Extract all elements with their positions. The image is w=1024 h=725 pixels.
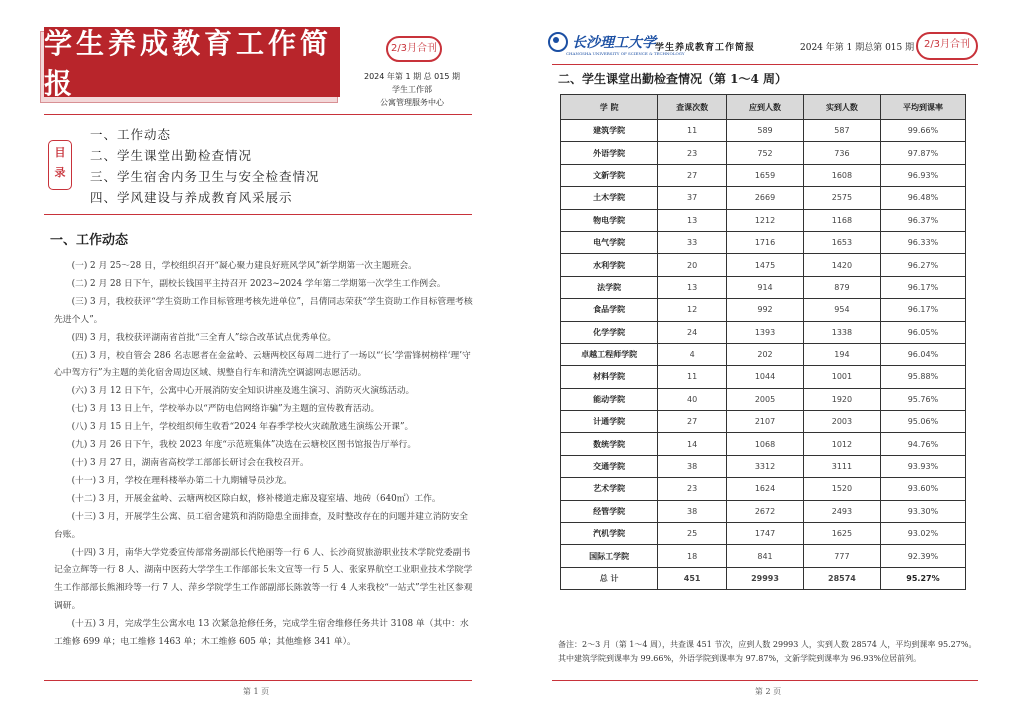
work-news-body <box>54 258 474 652</box>
college-name-cell: 数统学院 <box>561 433 658 455</box>
college-name-cell: 经管学院 <box>561 500 658 522</box>
table-cell: 1001 <box>803 366 880 388</box>
news-paragraph: (十二) 3 月，开展金盆岭、云塘两校区除白蚁，修补楼道走廊及寝室墙、地砖（640㎡）工作。 <box>71 493 441 504</box>
table-cell: 2003 <box>803 411 880 433</box>
table-cell: 1625 <box>803 523 880 545</box>
table-cell: 1068 <box>727 433 804 455</box>
university-name: 长沙理工大学 <box>572 35 656 51</box>
issue-info <box>356 70 468 109</box>
table-row <box>561 500 966 522</box>
table-cell: 33 <box>658 231 727 253</box>
column-header: 应到人数 <box>727 95 804 120</box>
college-name-cell: 法学院 <box>561 276 658 298</box>
table-row <box>561 254 966 276</box>
table-cell: 40 <box>658 388 727 410</box>
table-cell: 3111 <box>803 455 880 477</box>
table-cell: 202 <box>727 343 804 365</box>
news-paragraph: (四) 3 月，我校获评湖南省首批“三全育人”综合改革试点优秀单位。 <box>71 332 337 343</box>
news-paragraph: (五) 3 月，校自管会 286 名志愿者在金盆岭、云塘两校区每周二进行了一场以“‘长’学雷锋树榜样‘理’守心中驾方行”为主题的美化宿舍周边区域、规整自行车和清洗空调滤网志愿活动。 <box>54 350 471 379</box>
table-header-row <box>561 95 966 120</box>
table-cell: 14 <box>658 433 727 455</box>
table-cell: 1747 <box>727 523 804 545</box>
toc-item[interactable]: 一、工作动态 <box>90 127 172 142</box>
publisher-2: 公寓管理服务中心 <box>380 98 444 107</box>
note-line-1: 备注：2～3 月（第 1～4 周），共查课 451 节次，应到人数 29993 人，实到人数 28574 人，平均到课率 95.27%。 <box>558 640 977 649</box>
college-name-cell: 食品学院 <box>561 299 658 321</box>
table-cell: 23 <box>658 478 727 500</box>
table-row <box>561 433 966 455</box>
table-cell: 23 <box>658 142 727 164</box>
table-cell: 992 <box>727 299 804 321</box>
column-header: 学 院 <box>561 95 658 120</box>
college-name-cell: 计通学院 <box>561 411 658 433</box>
page-number: 第 1 页 <box>242 687 270 696</box>
university-logo <box>548 32 656 52</box>
table-row <box>561 187 966 209</box>
table-cell: 37 <box>658 187 727 209</box>
college-name-cell: 文新学院 <box>561 164 658 186</box>
news-paragraph: (三) 3 月，我校获评“学生资助工作目标管理考核先进单位”，吕倩同志荣获“学生资助工作目标管理考核先进个人”。 <box>54 296 473 325</box>
table-total-row <box>561 567 966 589</box>
college-name-cell: 外语学院 <box>561 142 658 164</box>
college-name-cell: 电气学院 <box>561 231 658 253</box>
table-cell: 736 <box>803 142 880 164</box>
college-name-cell: 艺术学院 <box>561 478 658 500</box>
table-row <box>561 120 966 142</box>
table-cell: 96.48% <box>880 187 965 209</box>
news-paragraph: (十四) 3 月，南华大学党委宣传部常务副部长代艳丽等一行 6 人、长沙商贸旅游职业技术学院党委副书记金立辉等一行 8 人、湖南中医药大学学生工作部部长朱文宣等一行 5 人、张家界航空工业职业技术学院学生工作部部长熊湘玲等一行 7 人、萍乡学院学生工作部副部长陈敦等一行 4 人来我校“一站式”学生社区参观调研。 <box>54 547 473 612</box>
toc-item[interactable]: 二、学生课堂出勤检查情况 <box>90 148 253 163</box>
news-paragraph: (十一) 3 月，学校在理科楼举办第二十九期辅导员沙龙。 <box>71 475 292 486</box>
table-row <box>561 299 966 321</box>
table-row <box>561 523 966 545</box>
header-divider <box>44 114 472 115</box>
table-cell: 1653 <box>803 231 880 253</box>
table-cell: 1608 <box>803 164 880 186</box>
table-cell: 38 <box>658 455 727 477</box>
toc-label-char: 目 <box>54 146 66 159</box>
table-cell: 954 <box>803 299 880 321</box>
issue-badge: 2/3月合刊 <box>386 36 442 62</box>
total-cell: 28574 <box>803 567 880 589</box>
table-cell: 1044 <box>727 366 804 388</box>
college-name-cell: 水利学院 <box>561 254 658 276</box>
table-cell: 841 <box>727 545 804 567</box>
table-cell: 1212 <box>727 209 804 231</box>
table-cell: 95.88% <box>880 366 965 388</box>
table-cell: 879 <box>803 276 880 298</box>
table-cell: 2005 <box>727 388 804 410</box>
total-cell: 95.27% <box>880 567 965 589</box>
running-header-issue: 2024 年第 1 期总第 015 期 <box>800 43 915 53</box>
newsletter-title-banner: 学生养成教育工作简报 <box>44 27 340 97</box>
table-cell: 1012 <box>803 433 880 455</box>
toc-item[interactable]: 三、学生宿舍内务卫生与安全检查情况 <box>90 169 320 184</box>
table-cell: 752 <box>727 142 804 164</box>
news-paragraph: (七) 3 月 13 日上午，学校举办以“严防电信网络诈骗”为主题的宣传教育活动。 <box>71 404 380 415</box>
news-paragraph: (十五) 3 月，完成学生公寓水电 13 次紧急抢修任务，完成学生宿舍维修任务共计 3108 单（其中：水工维修 699 单；电工维修 1463 单；木工维修 605 单；其他维修 341 单）。 <box>54 619 469 648</box>
college-name-cell: 物电学院 <box>561 209 658 231</box>
college-name-cell: 国际工学院 <box>561 545 658 567</box>
table-cell: 97.87% <box>880 142 965 164</box>
table-row <box>561 164 966 186</box>
table-row <box>561 366 966 388</box>
table-cell: 1520 <box>803 478 880 500</box>
toc-label <box>48 140 72 190</box>
table-cell: 11 <box>658 366 727 388</box>
table-cell: 2575 <box>803 187 880 209</box>
table-row <box>561 209 966 231</box>
note-line-2: 其中建筑学院到课率为 99.66%，外语学院到课率为 97.87%，文新学院到课率为 96.93%位居前列。 <box>558 654 922 663</box>
issue-line: 2024 年第 1 期 总 015 期 <box>364 72 460 81</box>
table-cell: 93.02% <box>880 523 965 545</box>
attendance-table <box>560 94 966 590</box>
toc-divider <box>44 214 472 215</box>
table-cell: 20 <box>658 254 727 276</box>
college-name-cell: 能动学院 <box>561 388 658 410</box>
table-row <box>561 545 966 567</box>
table-cell: 38 <box>658 500 727 522</box>
toc-item[interactable]: 四、学风建设与养成教育风采展示 <box>90 190 293 205</box>
table-cell: 1920 <box>803 388 880 410</box>
news-paragraph: (一) 2 月 25～28 日，学校组织召开“凝心聚力建良好班风学风”新学期第一次主题班会。 <box>71 261 417 271</box>
table-cell: 92.39% <box>880 545 965 567</box>
table-cell: 1393 <box>727 321 804 343</box>
table-row <box>561 276 966 298</box>
college-name-cell: 化学学院 <box>561 321 658 343</box>
table-cell: 96.17% <box>880 276 965 298</box>
table-cell: 12 <box>658 299 727 321</box>
college-name-cell: 建筑学院 <box>561 120 658 142</box>
issue-badge: 2/3月合刊 <box>916 32 978 60</box>
header-divider <box>552 64 978 65</box>
table-cell: 777 <box>803 545 880 567</box>
table-cell: 194 <box>803 343 880 365</box>
college-name-cell: 卓越工程师学院 <box>561 343 658 365</box>
footer-divider <box>44 680 472 681</box>
column-header: 平均到课率 <box>880 95 965 120</box>
table-of-contents <box>90 124 320 208</box>
table-cell: 1475 <box>727 254 804 276</box>
total-cell: 29993 <box>727 567 804 589</box>
table-cell: 3312 <box>727 455 804 477</box>
page-number: 第 2 页 <box>754 687 782 696</box>
table-cell: 93.93% <box>880 455 965 477</box>
table-row <box>561 321 966 343</box>
university-english-name: CHANGSHA UNIVERSITY OF SCIENCE & TECHNOLOGY <box>566 51 685 56</box>
college-name-cell: 汽机学院 <box>561 523 658 545</box>
news-paragraph: (十) 3 月 27 日，湖南省高校学工部部长研讨会在我校召开。 <box>71 457 309 468</box>
table-cell: 13 <box>658 276 727 298</box>
table-row <box>561 142 966 164</box>
table-cell: 94.76% <box>880 433 965 455</box>
table-cell: 27 <box>658 164 727 186</box>
table-cell: 96.27% <box>880 254 965 276</box>
table-cell: 96.05% <box>880 321 965 343</box>
toc-label-char: 录 <box>54 166 66 179</box>
table-row <box>561 478 966 500</box>
university-emblem-icon <box>548 32 568 52</box>
news-paragraph: (八) 3 月 15 日上午，学校组织师生收看“2024 年春季学校火灾疏散逃生演练公开课”。 <box>71 422 414 433</box>
table-cell: 18 <box>658 545 727 567</box>
table-cell: 96.17% <box>880 299 965 321</box>
table-cell: 914 <box>727 276 804 298</box>
news-paragraph: (十三) 3 月，开展学生公寓、员工宿舍建筑和消防隐患全面排查，及时整改存在的问题并建立消防安全台账。 <box>54 511 468 540</box>
table-cell: 587 <box>803 120 880 142</box>
table-cell: 93.60% <box>880 478 965 500</box>
news-paragraph: (九) 3 月 26 日下午，我校 2023 年度“示范班集体”决选在云塘校区图书馆报告厅举行。 <box>71 440 417 451</box>
table-cell: 99.66% <box>880 120 965 142</box>
publisher-1: 学生工作部 <box>392 85 432 94</box>
college-name-cell: 土木学院 <box>561 187 658 209</box>
table-row <box>561 231 966 253</box>
table-cell: 1624 <box>727 478 804 500</box>
total-cell: 总 计 <box>561 567 658 589</box>
table-row <box>561 455 966 477</box>
section-title: 二、学生课堂出勤检查情况（第 1～4 周） <box>558 72 788 86</box>
table-cell: 2493 <box>803 500 880 522</box>
table-cell: 95.06% <box>880 411 965 433</box>
table-cell: 96.93% <box>880 164 965 186</box>
table-cell: 25 <box>658 523 727 545</box>
table-row <box>561 388 966 410</box>
table-cell: 24 <box>658 321 727 343</box>
table-note <box>558 638 978 666</box>
table-row <box>561 411 966 433</box>
table-cell: 95.76% <box>880 388 965 410</box>
total-cell: 451 <box>658 567 727 589</box>
footer-divider <box>552 680 978 681</box>
college-name-cell: 材料学院 <box>561 366 658 388</box>
table-cell: 11 <box>658 120 727 142</box>
table-row <box>561 343 966 365</box>
table-cell: 4 <box>658 343 727 365</box>
news-paragraph: (二) 2 月 28 日下午，副校长钱国平主持召开 2023~2024 学年第二学期第一次学生工作例会。 <box>71 278 446 289</box>
table-cell: 93.30% <box>880 500 965 522</box>
table-cell: 1420 <box>803 254 880 276</box>
table-cell: 1659 <box>727 164 804 186</box>
table-cell: 27 <box>658 411 727 433</box>
table-cell: 1716 <box>727 231 804 253</box>
news-paragraph: (六) 3 月 12 日下午，公寓中心开展消防安全知识讲座及逃生演习、消防灭火演练活动。 <box>71 386 415 397</box>
table-cell: 589 <box>727 120 804 142</box>
table-cell: 2669 <box>727 187 804 209</box>
table-cell: 2107 <box>727 411 804 433</box>
column-header: 实到人数 <box>803 95 880 120</box>
section-title: 一、工作动态 <box>50 233 129 248</box>
college-name-cell: 交通学院 <box>561 455 658 477</box>
table-cell: 96.37% <box>880 209 965 231</box>
table-cell: 96.04% <box>880 343 965 365</box>
column-header: 查课次数 <box>658 95 727 120</box>
table-cell: 13 <box>658 209 727 231</box>
running-header-title: 学生养成教育工作简报 <box>655 43 756 53</box>
table-cell: 2672 <box>727 500 804 522</box>
table-cell: 1168 <box>803 209 880 231</box>
table-cell: 96.33% <box>880 231 965 253</box>
table-cell: 1338 <box>803 321 880 343</box>
